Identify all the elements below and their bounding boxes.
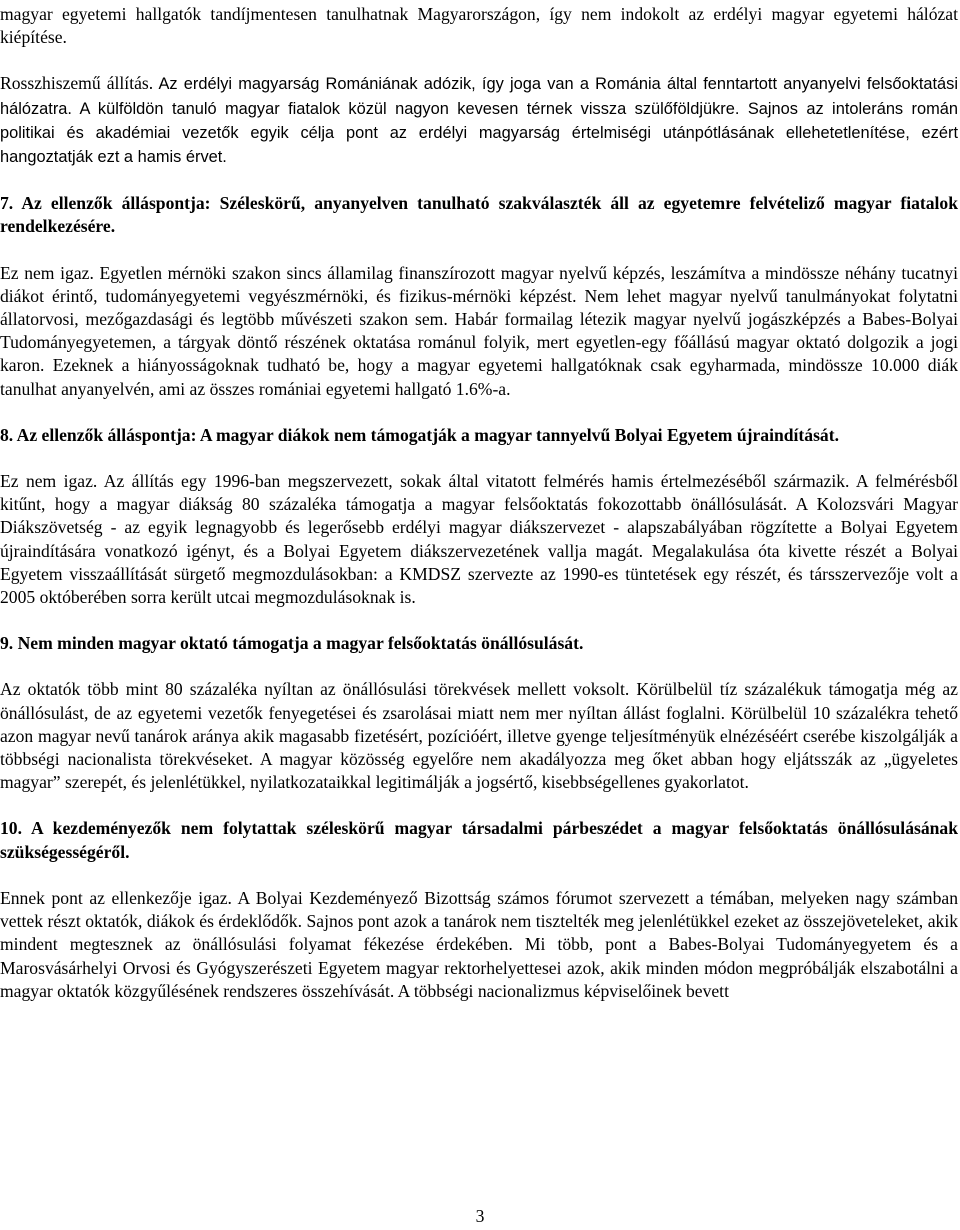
section-10-paragraph: Ennek pont az ellenkezője igaz. A Bolyai Kezdeményező Bizottság számos fórumot szervezett a témában, melyeken nagy számban vettek részt oktatók, diákok és érdeklődők. Sajnos pont azok a tanárok nem tisztelték meg jelenlétükkel ezeket az összejöveteleket, akik mindent megtesznek az önállósulási folyamat fékezése érdekében. Mi több, pont a Babes-Bolyai Tudományegyetem és a Marosvásárhelyi Orvosi és Gyógyszerészeti Egyetem magyar rektorhelyettesei azok, akik minden módon megpróbálják elszabotálni a magyar oktatók közgyűlésének rendszeres összehívását. A többségi nacionalizmus képviselőinek bevett — [0, 887, 958, 1001]
section-9-paragraph: Az oktatók több mint 80 százaléka nyíltan az önállósulási törekvések mellett voksolt. Körülbelül tíz százalékuk támogatja még az önállósulást, de az egyetemi vezetők fenyegetései és zsarolásai miatt nem mer nyíltan állást foglalni. Körülbelül 10 százalékra tehető azon magyar nevű tanárok aránya akik magasabb fizetésért, pozícióért, illetve gyenge teljesítményük elnézéséért cserébe kiszolgálják a többségi nacionalista törekvéseket. A magyar közösség egyelőre nem akadályozza meg őket abban hogy eljátsszák az „ügyeletes magyar” szerepét, és jelenlétükkel, nyilatkozataikkal legitimálják a jogsértő, kisebbségellenes gyakorlatot. — [0, 679, 958, 793]
rosszhiszemu-paragraph — [0, 72, 958, 169]
section-8-paragraph: Ez nem igaz. Az állítás egy 1996-ban megszervezett, sokak által vitatott felmérés hamis értelmezéséből származik. A felmérésből kitűnt, hogy a magyar diákság 80 százaléka támogatja a magyar felsőoktatás fokozottabb önállósulását. A Kolozsvári Magyar Diákszövetség - az egyik legnagyobb és legerősebb erdélyi magyar diákszervezet - alapszabályában rögzítette a Bolyai Egyetem újraindítására vonatkozó igényt, és a Bolyai Egyetem diákszervezetének vallja magát. Megalakulása óta kivette részét a Bolyai Egyetem visszaállítását sürgető megmozdulásokban: a KMDSZ szervezte az 1990-es tüntetések egy részét, és társszervezője volt a 2005 októberében sorra került utcai megmozdulásoknak is. — [0, 471, 958, 608]
section-7-heading: 7. Az ellenzők álláspontja: Széleskörű, anyanyelven tanulható szakválaszték áll az egyetemre felvételiző magyar fiatalok rendelkezésére. — [0, 193, 958, 237]
section-9-heading: 9. Nem minden magyar oktató támogatja a magyar felsőoktatás önállósulását. — [0, 633, 584, 654]
section-10-heading: 10. A kezdeményezők nem folytattak széleskörű magyar társadalmi párbeszédet a magyar felsőoktatás önállósulásának szükségességéről. — [0, 818, 958, 862]
section-8-heading: 8. Az ellenzők álláspontja: A magyar diákok nem támogatják a magyar tannyelvű Bolyai Egyetem újraindítását. — [0, 424, 839, 445]
intro-paragraph: magyar egyetemi hallgatók tandíjmentesen tanulhatnak Magyarországon, így nem indokolt az erdélyi magyar egyetemi hálózat kiépítése. — [0, 4, 958, 48]
rosszhiszemu-sans-text: Az erdélyi magyarság Romániának adózik, így joga van a Románia által fenntartott anyanyelvi felsőoktatási hálózatra. A külföldön tanuló magyar fiatalok közül nagyon kevesen térnek vissza szülőföldjükre. — [0, 75, 959, 118]
section-7-paragraph: Ez nem igaz. Egyetlen mérnöki szakon sincs államilag finanszírozott magyar nyelvű képzés, leszámítva a mindössze néhány tucatnyi diákot érintő, tudományegyetemi vegyészmérnöki, és fizikus-mérnöki képzést. Nem lehet magyar nyelvű tanulmányokat folytatni állatorvosi, mezőgazdasági és legtöbb művészeti szakon sem. Habár formailag létezik magyar nyelvű jogászképzés a Babes-Bolyai Tudományegyetemen, a tárgyak döntő részének oktatása románul folyik, mert egyetlen-egy főállású magyar oktató dolgozik a jogi karon. Ezeknek a hiányosságoknak tudható be, hogy a magyar egyetemi hallgatóknak csak egyharmada, mindössze 10.000 diák tanulhat anyanyelvén, ami az összes romániai egyetemi hallgató 1.6%-a. — [0, 262, 958, 399]
page-number: 3 — [475, 1206, 485, 1226]
rosszhiszemu-lead: Rosszhiszemű állítás. — [0, 73, 154, 94]
rosszhiszemu-rest-text: Sajnos az intoleráns román politikai és akadémiai vezetők egyik célja pont az erdélyi magyarság értelmiségi utánpótlásának ellehetetlenítése, ezért hangoztatják ezt a hamis érvet. — [0, 99, 958, 167]
